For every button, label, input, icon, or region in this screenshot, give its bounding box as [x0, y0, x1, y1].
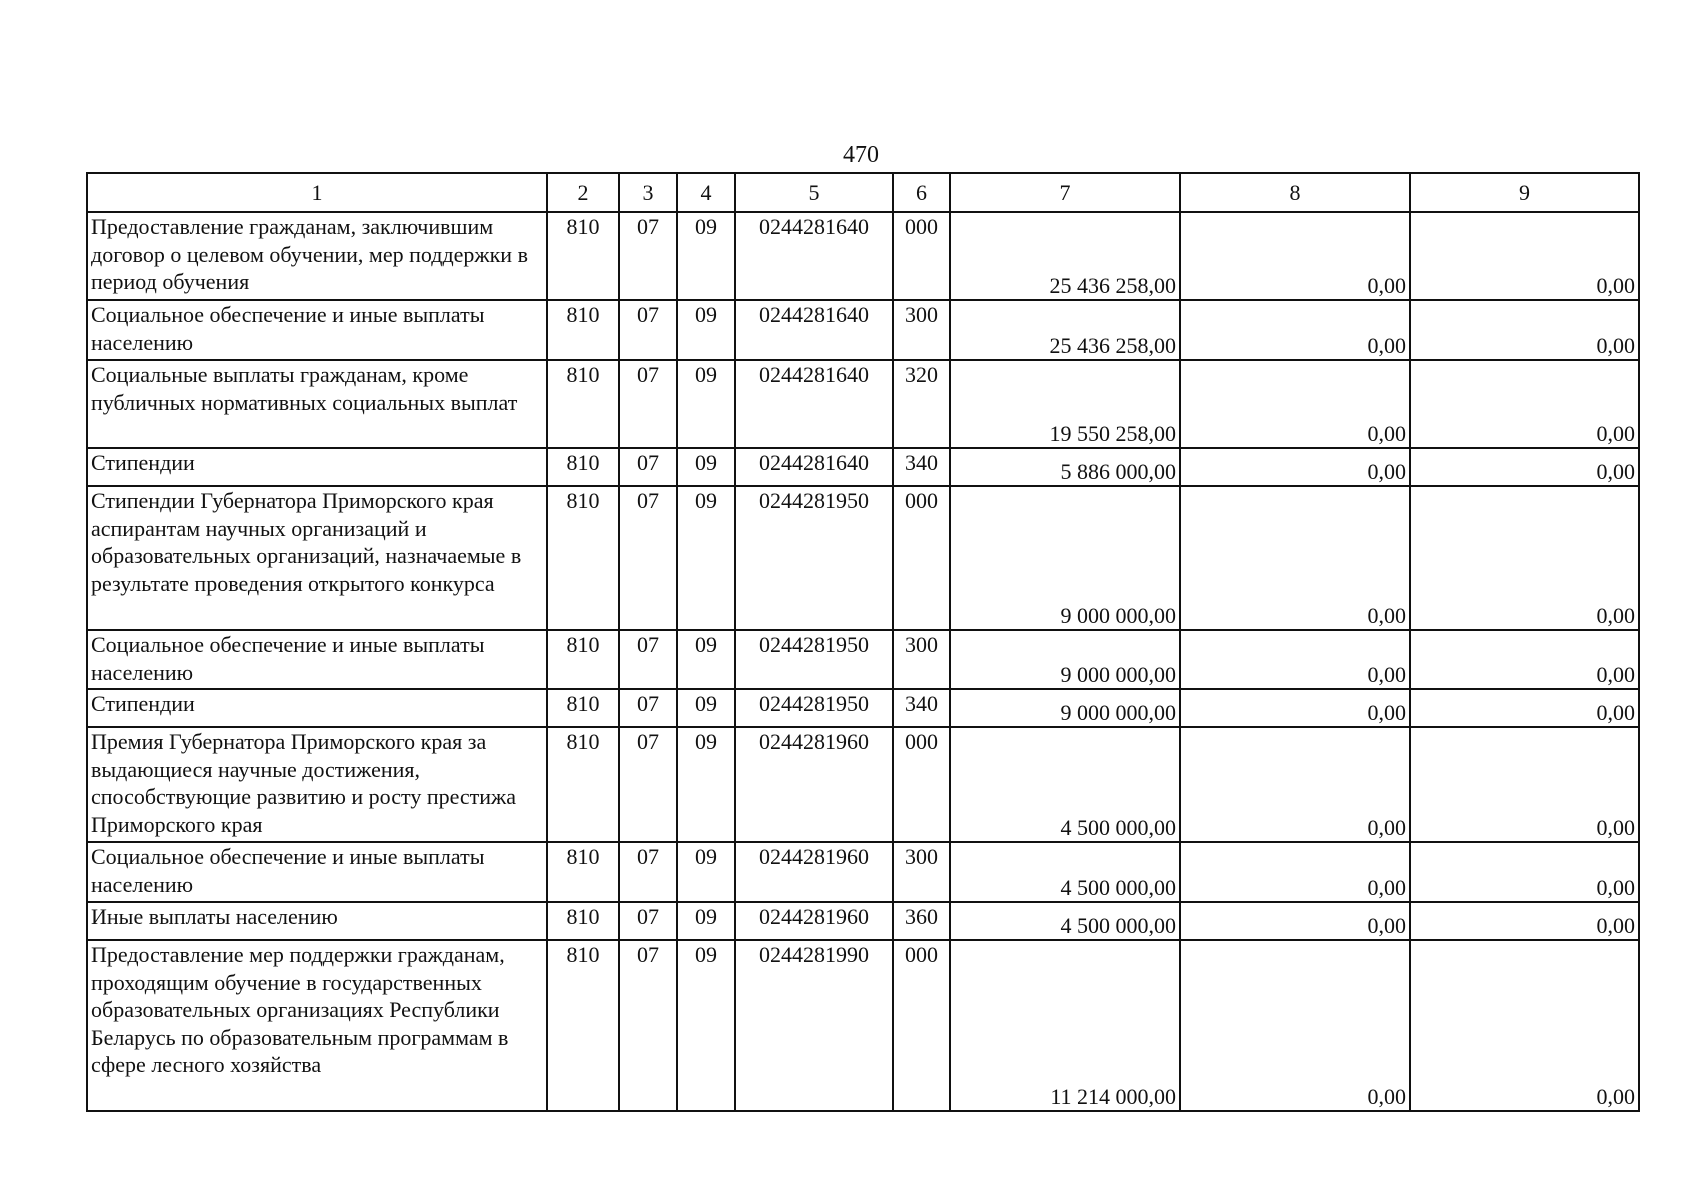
row-amount: 0,00	[1410, 212, 1639, 300]
row-amount: 0,00	[1410, 448, 1639, 486]
row-code: 810	[547, 300, 619, 360]
row-code: 09	[677, 212, 735, 300]
row-code: 09	[677, 486, 735, 630]
row-code: 09	[677, 630, 735, 689]
row-code: 340	[893, 689, 950, 727]
row-amount: 0,00	[1180, 940, 1410, 1111]
row-code: 09	[677, 727, 735, 842]
row-amount: 0,00	[1410, 630, 1639, 689]
page-number: 470	[843, 142, 879, 168]
row-amount: 0,00	[1410, 486, 1639, 630]
row-amount: 0,00	[1410, 300, 1639, 360]
row-code: 09	[677, 842, 735, 902]
row-amount: 19 550 258,00	[950, 360, 1180, 448]
table-row	[87, 727, 1639, 842]
row-code: 810	[547, 940, 619, 1111]
row-name: Стипендии	[87, 689, 547, 727]
row-code: 0244281950	[735, 486, 893, 630]
row-code: 810	[547, 727, 619, 842]
row-amount: 11 214 000,00	[950, 940, 1180, 1111]
column-header: 7	[950, 173, 1180, 212]
row-code: 07	[619, 842, 677, 902]
row-name: Премия Губернатора Приморского края за выдающиеся научные достижения, способствующие развитию и росту престижа Приморского края	[87, 727, 547, 842]
row-code: 0244281950	[735, 630, 893, 689]
row-name: Предоставление гражданам, заключившим договор о целевом обучении, мер поддержки в период обучения	[87, 212, 547, 300]
row-code: 300	[893, 842, 950, 902]
row-code: 09	[677, 300, 735, 360]
column-header: 1	[87, 173, 547, 212]
row-code: 810	[547, 630, 619, 689]
column-header: 8	[1180, 173, 1410, 212]
row-amount: 9 000 000,00	[950, 689, 1180, 727]
row-code: 0244281640	[735, 300, 893, 360]
row-name: Предоставление мер поддержки гражданам, проходящим обучение в государственных образовательных организациях Республики Беларусь по образовательным программам в сфере лесного хозяйства	[87, 940, 547, 1111]
row-code: 0244281640	[735, 448, 893, 486]
row-code: 0244281960	[735, 842, 893, 902]
row-code: 810	[547, 486, 619, 630]
column-header: 4	[677, 173, 735, 212]
row-amount: 4 500 000,00	[950, 842, 1180, 902]
row-code: 09	[677, 940, 735, 1111]
row-code: 07	[619, 689, 677, 727]
row-amount: 0,00	[1180, 448, 1410, 486]
row-code: 0244281990	[735, 940, 893, 1111]
row-code: 320	[893, 360, 950, 448]
row-name: Социальные выплаты гражданам, кроме публичных нормативных социальных выплат	[87, 360, 547, 448]
column-header: 3	[619, 173, 677, 212]
row-amount: 0,00	[1410, 940, 1639, 1111]
row-amount: 5 886 000,00	[950, 448, 1180, 486]
row-amount: 0,00	[1180, 300, 1410, 360]
table-row	[87, 448, 1639, 486]
row-amount: 0,00	[1410, 902, 1639, 940]
row-name: Социальное обеспечение и иные выплаты населению	[87, 842, 547, 902]
row-amount: 0,00	[1180, 727, 1410, 842]
row-code: 300	[893, 300, 950, 360]
row-name: Стипендии Губернатора Приморского края аспирантам научных организаций и образовательных организаций, назначаемые в результате проведения открытого конкурса	[87, 486, 547, 630]
row-amount: 4 500 000,00	[950, 727, 1180, 842]
row-code: 07	[619, 630, 677, 689]
row-code: 810	[547, 842, 619, 902]
row-code: 300	[893, 630, 950, 689]
row-amount: 4 500 000,00	[950, 902, 1180, 940]
table-header-row	[87, 173, 1639, 212]
row-amount: 0,00	[1180, 212, 1410, 300]
row-code: 810	[547, 448, 619, 486]
table-row	[87, 689, 1639, 727]
row-code: 0244281960	[735, 727, 893, 842]
row-code: 000	[893, 940, 950, 1111]
row-code: 07	[619, 902, 677, 940]
row-code: 340	[893, 448, 950, 486]
row-amount: 0,00	[1180, 486, 1410, 630]
table-row	[87, 940, 1639, 1111]
table-row	[87, 212, 1639, 300]
row-name: Стипендии	[87, 448, 547, 486]
row-code: 07	[619, 212, 677, 300]
row-code: 810	[547, 212, 619, 300]
row-code: 000	[893, 727, 950, 842]
row-amount: 9 000 000,00	[950, 486, 1180, 630]
row-code: 07	[619, 300, 677, 360]
table-row	[87, 360, 1639, 448]
row-amount: 0,00	[1180, 689, 1410, 727]
budget-table	[86, 172, 1640, 1112]
row-amount: 0,00	[1410, 727, 1639, 842]
table-row	[87, 842, 1639, 902]
row-amount: 0,00	[1180, 842, 1410, 902]
row-code: 0244281950	[735, 689, 893, 727]
row-code: 0244281960	[735, 902, 893, 940]
row-amount: 0,00	[1410, 689, 1639, 727]
row-amount: 0,00	[1180, 360, 1410, 448]
row-code: 07	[619, 940, 677, 1111]
row-amount: 0,00	[1180, 902, 1410, 940]
row-code: 07	[619, 486, 677, 630]
table-row	[87, 902, 1639, 940]
row-code: 07	[619, 360, 677, 448]
table-row	[87, 630, 1639, 689]
row-code: 000	[893, 212, 950, 300]
row-amount: 25 436 258,00	[950, 212, 1180, 300]
row-code: 810	[547, 902, 619, 940]
row-amount: 0,00	[1410, 842, 1639, 902]
row-amount: 25 436 258,00	[950, 300, 1180, 360]
row-amount: 0,00	[1180, 630, 1410, 689]
row-code: 360	[893, 902, 950, 940]
table-row	[87, 300, 1639, 360]
row-amount: 9 000 000,00	[950, 630, 1180, 689]
row-code: 000	[893, 486, 950, 630]
row-amount: 0,00	[1410, 360, 1639, 448]
row-code: 0244281640	[735, 360, 893, 448]
row-code: 810	[547, 689, 619, 727]
row-name: Иные выплаты населению	[87, 902, 547, 940]
column-header: 2	[547, 173, 619, 212]
column-header: 6	[893, 173, 950, 212]
row-code: 07	[619, 448, 677, 486]
table-row	[87, 486, 1639, 630]
row-code: 810	[547, 360, 619, 448]
row-code: 09	[677, 689, 735, 727]
row-name: Социальное обеспечение и иные выплаты населению	[87, 300, 547, 360]
column-header: 5	[735, 173, 893, 212]
row-code: 09	[677, 448, 735, 486]
row-code: 09	[677, 360, 735, 448]
row-name: Социальное обеспечение и иные выплаты населению	[87, 630, 547, 689]
row-code: 07	[619, 727, 677, 842]
row-code: 0244281640	[735, 212, 893, 300]
column-header: 9	[1410, 173, 1639, 212]
row-code: 09	[677, 902, 735, 940]
